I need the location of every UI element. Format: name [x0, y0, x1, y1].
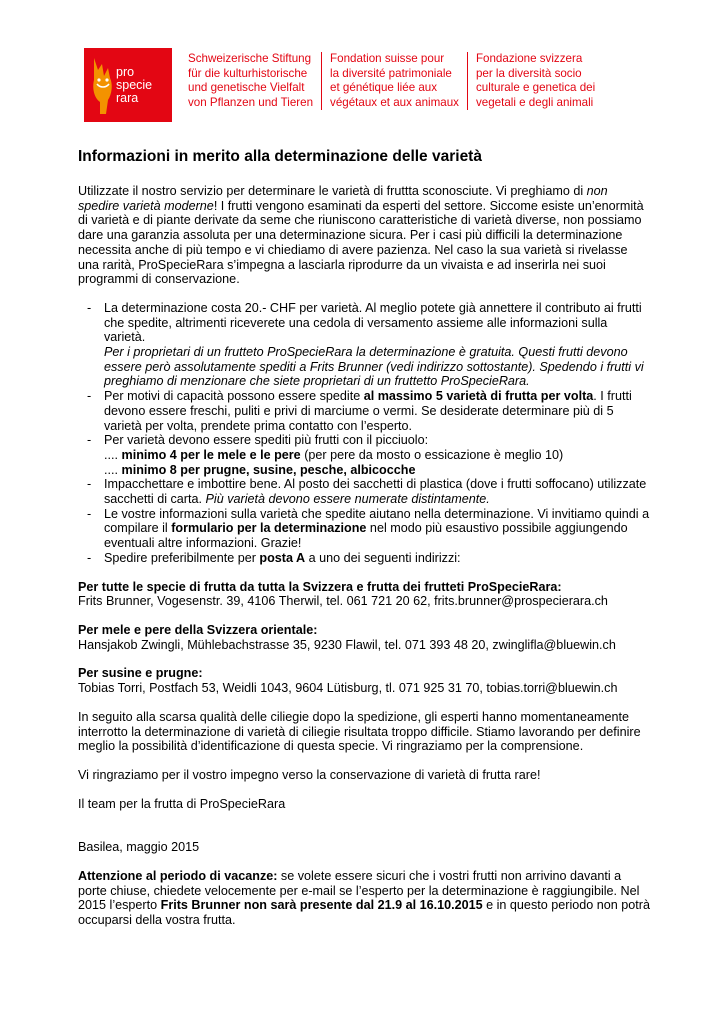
letterhead: [84, 48, 603, 124]
packing-text: Impacchettare e imbottire bene. Al posto dei sacchetti di plastica (dove i frutti soffocano) utilizzate sacchetti di carta.: [104, 477, 647, 507]
quantity-line-plums: [104, 463, 650, 478]
holiday-label: Attenzione al periodo di vacanze:: [78, 869, 278, 884]
form-text-b: nel modo più esaustivo possibile aggiungendo eventuali altre informazioni. Grazie!: [104, 521, 628, 551]
quantity-plums-bold: minimo 8 per prugne, susine, pesche, albicocche: [121, 462, 416, 477]
address-line: Hansjakob Zwingli, Mühlebachstrasse 35, 9230 Flawil, tel. 071 393 48 20, zwinglifla@bluewin.ch: [78, 637, 616, 652]
logo-word-specie: specie: [116, 78, 153, 92]
address-line: Tobias Torri, Postfach 53, Weidli 1043, 9604 Lütisburg, tl. 071 925 31 70, tobias.torri@bluewin.ch: [78, 681, 618, 696]
holiday-text-b: e in questo periodo non potrà occuparsi della vostra frutta.: [78, 898, 650, 928]
address-heading: Per mele e pere della Svizzera orientale:: [78, 622, 318, 637]
quantity-apples-bold: minimo 4 per le mele e le pere: [121, 447, 301, 462]
quantity-line-apples: [104, 448, 650, 463]
date-line: Basilea, maggio 2015: [78, 840, 200, 855]
list-item-quantity: [78, 433, 650, 477]
intro-text-b: ! I frutti vengono esaminati da esperti del settore. Siccome esiste un’enormità di varietà e di piante derivate da seme che riuniscono caratteristiche di varietà diverse, non possiamo dare una garanzia assoluta per una determinazione sicura. Per i casi più difficili la determinazione necessita anche di più tempo e vi chiediamo di avere pazienza. Nel caso la sua varietà si rivelasse una rarità, ProSpecieRara s’impegna a lasciarla riprodurre da un vivaista e ad inserirla nei suoi programmi di conservazione.: [78, 198, 644, 287]
goat-icon: [88, 54, 118, 116]
list-item-cost: [78, 301, 650, 389]
form-bold: formulario per la determinazione: [171, 521, 367, 536]
quantity-text: Per varietà devono essere spediti più frutti con il picciuolo:: [104, 433, 429, 448]
list-dash: -: [87, 433, 92, 448]
holiday-bold: Frits Brunner non sarà presente dal 21.9 al 16.10.2015: [160, 898, 483, 913]
logo-word-pro: pro: [116, 65, 135, 79]
logo-wordmark: [116, 66, 152, 105]
address-heading: Per susine e prugne:: [78, 666, 203, 681]
packing-italic: Più varietà devono essere numerate distintamente.: [205, 492, 490, 507]
intro-text-a: Utilizzate il nostro servizio per determinare le varietà di fruttta sconosciute. Vi preghiamo di: [78, 184, 587, 198]
address-line: Frits Brunner, Vogesenstr. 39, 4106 Therwil, tel. 061 721 20 62, frits.brunner@prospecierara.ch: [78, 594, 608, 609]
shipping-text-a: Spedire preferibilmente per: [104, 550, 260, 565]
address-heading: Per tutte le specie di frutta da tutta la Svizzera e frutta dei frutteti ProSpecieRara:: [78, 579, 562, 594]
quantity-apples-rest: (per pere da mosto o essicazione è meglio 10): [300, 447, 564, 462]
prospecierara-logo: [84, 48, 172, 122]
shipping-text-b: a uno dei seguenti indirizzi:: [305, 550, 461, 565]
list-dash: -: [87, 506, 92, 521]
foundation-name-de: Schweizerische Stiftung für die kulturhistorische und genetische Vielfalt von Pflanzen und Tieren: [188, 52, 314, 109]
capacity-bold: al massimo 5 varietà di frutta per volta: [363, 389, 594, 404]
foundation-name-fr: Fondation suisse pour la diversité patrimoniale et génétique liée aux végétaux et aux animaux: [321, 52, 467, 110]
intro-paragraph: [78, 184, 650, 287]
cherries-paragraph: In seguito alla scarsa qualità delle ciliegie dopo la spedizione, gli esperti hanno momentaneamente interrotto la determinazione di varietà di ciliegie risultata troppo difficile. Stiamo lavorando per definire meglio la possibilità d’identificazione di questa specie. Vi ringraziamo per la comprensione.: [78, 709, 641, 754]
holiday-text-a: se volete essere sicuri che i vostri frutti non arrivino davanti a porte chiuse, chiedete velocemente per e-mail se l’esperto per la determinazione è raggiungibile. Nel 2015 l’esperto: [78, 869, 640, 913]
list-item-packing: [78, 477, 650, 506]
letter-body: [78, 148, 650, 928]
cost-italic-note: Per i proprietari di un frutteto ProSpecieRara la determinazione è gratuita. Questi frutti devono essere però assolutamente spediti a Frits Brunner (vedi indirizzo sottostante). Spedendo i frutti vi preghiamo di menzionare che siete proprietari di un fruttetto ProSpecieRara.: [104, 345, 644, 389]
list-item-form: [78, 507, 650, 551]
list-dash: -: [87, 389, 92, 404]
instructions-list: [78, 301, 650, 566]
list-item-shipping: [78, 551, 650, 566]
address-block-brunner: [78, 580, 650, 609]
holiday-notice: [78, 869, 650, 928]
address-block-zwingli: [78, 623, 650, 652]
foundation-names: [180, 52, 603, 110]
list-dash: -: [87, 300, 92, 315]
logo-word-rara: rara: [116, 91, 139, 105]
address-block-torri: [78, 666, 650, 695]
page-title: Informazioni in merito alla determinazione delle varietà: [78, 148, 482, 165]
form-text-a: Le vostre informazioni sulla varietà che spedite aiutano nella determinazione. Vi invitiamo quindi a compilare il: [104, 506, 650, 536]
cost-text: La determinazione costa 20.- CHF per varietà. Al meglio potete già annettere il contributo ai frutti che spedite, altrimenti riceverete una cedola di versamento assieme alle informazioni sulla varietà.: [104, 300, 642, 345]
capacity-text-a: Per motivi di capacità possono essere spedite: [104, 389, 364, 404]
list-dash: -: [87, 477, 92, 492]
team-signature: Il team per la frutta di ProSpecieRara: [78, 796, 286, 811]
intro-italic: non spedire varietà moderne: [78, 184, 608, 213]
capacity-text-b: . I frutti devono essere freschi, puliti e privi di marciume o vermi. Se desiderate determinare più di 5 varietà per volta, prendete prima contatto con l’esperto.: [104, 389, 632, 433]
list-item-capacity: [78, 389, 650, 433]
foundation-name-it: Fondazione svizzera per la diversità socio culturale e genetica dei vegetali e degli animali: [467, 52, 603, 110]
thanks-paragraph: Vi ringraziamo per il vostro impegno verso la conservazione di varietà di frutta rare!: [78, 767, 541, 782]
shipping-bold: posta A: [259, 550, 306, 565]
list-dash: -: [87, 550, 92, 565]
quantity-dots: ....: [104, 462, 118, 477]
quantity-dots: ....: [104, 447, 118, 462]
